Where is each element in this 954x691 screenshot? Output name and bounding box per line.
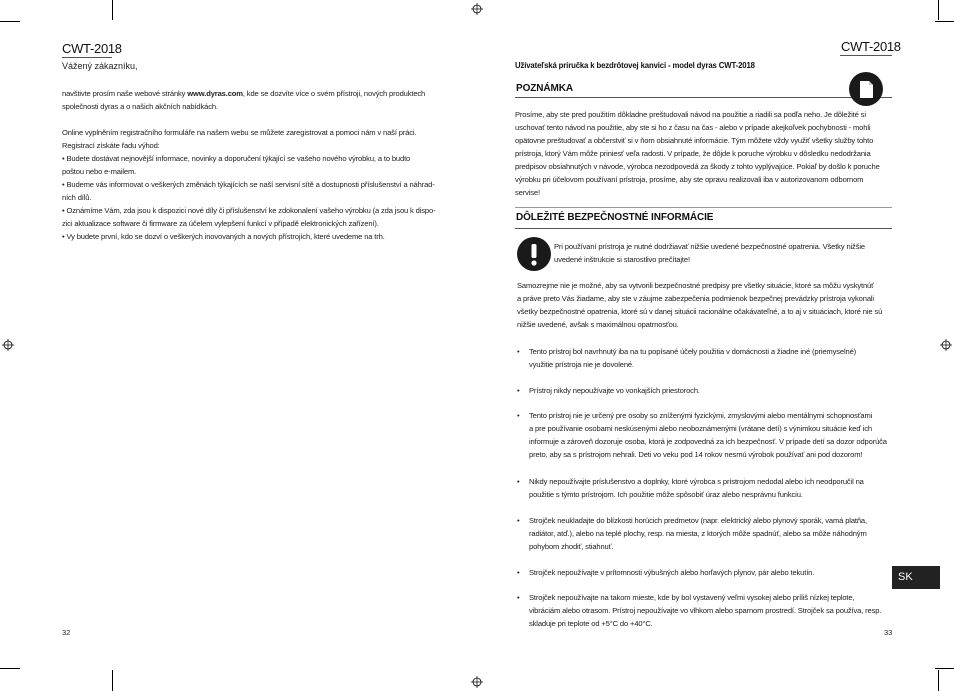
bullet-icon: •: [517, 593, 520, 602]
note-heading-rule: [515, 97, 892, 98]
registration-mark-icon: [940, 339, 952, 351]
crop-mark: [935, 21, 954, 22]
website-link[interactable]: www.dyras.com: [187, 89, 243, 98]
note-heading: POZNÁMKA: [516, 83, 573, 94]
bullet-icon: •: [517, 386, 520, 395]
safety-heading: DÔLEŽITÉ BEZPEČNOSTNÉ INFORMÁCIE: [516, 212, 714, 223]
note-line: servise!: [515, 188, 540, 197]
safety-top-rule: [515, 207, 892, 208]
page-number: 32: [62, 628, 71, 637]
registration-line: ních dílů.: [62, 193, 92, 202]
registration-mark-icon: [471, 3, 483, 15]
note-paragraph: [515, 108, 895, 199]
bullet-icon: •: [517, 477, 520, 486]
registration-line: • Budeme vás informovat o veškerých změnách týkajících se naší servisní sítě a dostupnosti příslušenství a náhrad-: [62, 180, 435, 189]
model-underline: [840, 55, 892, 56]
bullet-icon: •: [517, 347, 520, 356]
note-line: predpisov obsiahnutých v návode, výrobca nezodpovedá za škody z tohto vyplývajúce. Pokiaľ by došlo k poruche: [515, 162, 880, 171]
model-underline: [62, 57, 112, 58]
safety-heading-rule: [515, 228, 892, 229]
language-tab: SK: [892, 566, 940, 589]
crop-mark: [935, 668, 954, 669]
registration-mark-icon: [471, 676, 483, 688]
intro-line: navštivte prosím naše webové stránky www.dyras.com, kde se dozvíte více o svém přístroji, nových produktech: [62, 89, 426, 98]
bullet-icon: •: [517, 568, 520, 577]
note-line: opätovne preštudovať a občerstviť si v ňom obsiahnuté informácie. Tým môžete vždy využiť všetky služby tohto: [515, 136, 874, 145]
model-label: CWT-2018: [841, 39, 901, 54]
exclamation-icon: [517, 237, 551, 271]
page-number: 33: [884, 628, 893, 637]
crop-mark: [0, 21, 20, 22]
registration-line: Online vyplněním registračního formuláře na našem webu se můžete zaregistrovat a pomoci nám v naší práci.: [62, 128, 417, 137]
registration-line: Registrací získáte řadu výhod:: [62, 141, 160, 150]
document-icon: [849, 72, 883, 106]
note-line: Prosíme, aby ste pred použitím dôkladne preštudovali návod na použitie a riadili sa podľa neho. Je dôležité si: [515, 110, 866, 119]
note-line: výrobku pri účelovom používaní prístroja, prosíme, aby ste opravu realizovali iba v autorizovanom odbornom: [515, 175, 864, 184]
safety-line: všetky bezpečnostné opatrenia, ktoré sú v danej situácii racionálne očakávateľné, a to aj v situáciach, ktoré nie sú: [517, 307, 883, 316]
registration-line: • Oznámíme Vám, zda jsou k dispozici nové díly či příslušenství ke zdokonalení vašeho výrobku (a zda jsou k dispo-: [62, 206, 436, 215]
registration-mark-icon: [2, 339, 14, 351]
safety-intro-line: Pri používaní prístroja je nutné dodržiavať nižšie uvedené bezpečnostné opatrenia. Všetky nižšie: [554, 242, 865, 251]
safety-intro: [554, 240, 884, 266]
greeting: Vážený zákazníku,: [62, 61, 138, 71]
intro-line: společnosti dyras a o našich akčních nabídkách.: [62, 102, 218, 111]
crop-mark: [938, 670, 939, 691]
crop-mark: [112, 0, 113, 20]
crop-mark: [938, 0, 939, 20]
safety-line: Samozrejme nie je možné, aby sa vytvorili bezpečnostné predpisy pre všetky situácie, ktoré sa môžu vyskytnúť: [517, 281, 874, 290]
registration-paragraph: [62, 126, 454, 243]
registration-line: • Vy budete první, kdo se dozví o veškerých inovovaných a nových přístrojích, které uvedeme na trh.: [62, 232, 385, 241]
safety-line: a práve preto Vás žiadame, aby ste v záujme zabezpečenia podmienok bezpečnej prevádzky prístroja vykonali: [517, 294, 874, 303]
safety-paragraph: [517, 279, 897, 331]
registration-line: poštou nebo e-mailem.: [62, 167, 137, 176]
manual-subtitle: Užívateľská príručka k bezdrôtovej kanvici - model dyras CWT-2018: [515, 61, 755, 70]
crop-mark: [0, 668, 20, 669]
bullet-icon: •: [517, 411, 520, 420]
safety-line: nižšie uvedené, avšak s maximálnou opatrnosťou.: [517, 320, 679, 329]
registration-line: • Budete dostávat nejnovější informace, novinky a doporučení týkající se vašeho nového výrobku, a to budto: [62, 154, 411, 163]
intro-paragraph: [62, 87, 452, 113]
safety-intro-line: uvedené inštrukcie si starostlivo prečítajte!: [554, 255, 690, 264]
registration-line: zici aktualizace software či firmware za účelem vylepšení funkcí v případě elektronických zařízení).: [62, 219, 379, 228]
bullet-icon: •: [517, 516, 520, 525]
note-line: uschovať tento návod na použitie, aby ste si ho z času na čas - alebo v prípade akejkoľvek pochybnosti - mohli: [515, 123, 871, 132]
note-line: prístroja, ktorý Vám môže priniesť veľa radosti. V prípade, že dôjde k poruche výrobku v dôsledku nedodržania: [515, 149, 871, 158]
crop-mark: [112, 670, 113, 691]
model-label: CWT-2018: [62, 41, 122, 56]
